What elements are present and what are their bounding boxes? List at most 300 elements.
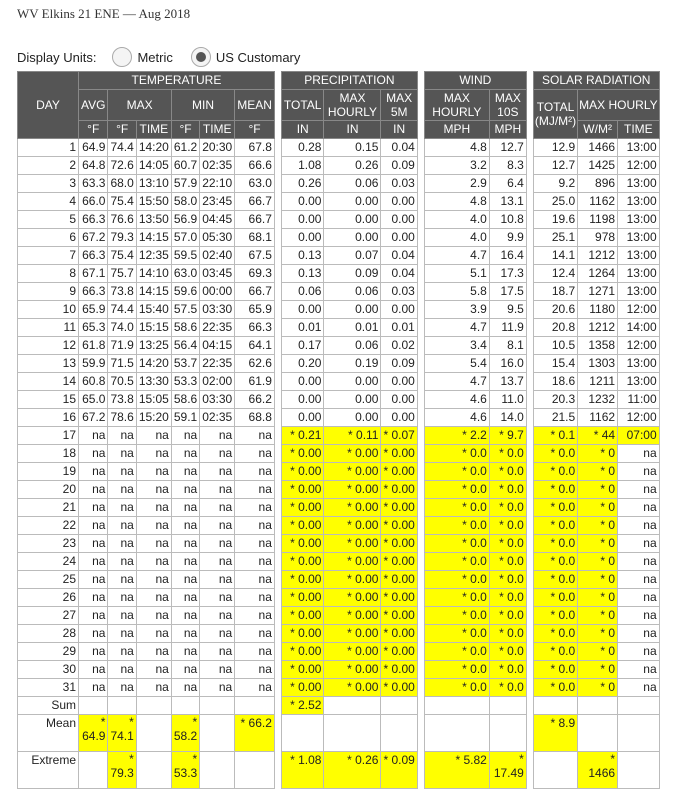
data-cell: * 0.0 [489, 661, 526, 679]
data-cell: 0.09 [381, 355, 417, 373]
day-cell: 27 [18, 607, 79, 625]
column-gap [274, 715, 281, 752]
data-cell: 11.9 [489, 319, 526, 337]
page-title: WV Elkins 21 ENE — Aug 2018 [17, 6, 191, 21]
data-cell: 13:10 [136, 175, 171, 193]
data-cell: 4.0 [424, 229, 489, 247]
table-row [18, 553, 660, 571]
data-cell: 16.4 [489, 247, 526, 265]
data-cell: 57.5 [171, 301, 199, 319]
column-gap [417, 535, 424, 553]
data-cell: 61.2 [171, 139, 199, 157]
data-cell: * 0.0 [424, 679, 489, 697]
data-cell: 18.6 [533, 373, 577, 391]
data-cell: na [136, 661, 171, 679]
data-cell: na [171, 553, 199, 571]
data-cell: 15:05 [136, 391, 171, 409]
data-cell: 896 [578, 175, 618, 193]
summary-cell [235, 697, 275, 715]
day-cell: 13 [18, 355, 79, 373]
data-cell: 978 [578, 229, 618, 247]
max-header: MAX [108, 90, 171, 121]
data-cell: 12.7 [489, 139, 526, 157]
day-cell: 24 [18, 553, 79, 571]
column-gap [417, 391, 424, 409]
summary-cell [136, 697, 171, 715]
data-cell: * 0.0 [533, 445, 577, 463]
data-cell: 13:00 [618, 229, 660, 247]
column-gap [417, 139, 424, 157]
data-cell: 0.00 [381, 391, 417, 409]
data-cell: na [618, 553, 660, 571]
data-cell: 10.5 [533, 337, 577, 355]
summary-cell: * 8.9 [533, 715, 577, 752]
data-cell: 14:15 [136, 283, 171, 301]
data-cell: 53.3 [171, 373, 199, 391]
column-gap [526, 607, 533, 625]
wind-header: WIND [424, 72, 526, 90]
data-cell: * 0.00 [381, 607, 417, 625]
table-row [18, 535, 660, 553]
data-cell: na [235, 661, 275, 679]
data-cell: na [171, 445, 199, 463]
us-customary-label[interactable]: US Customary [215, 49, 301, 65]
day-header: DAY [18, 72, 79, 139]
data-cell: 59.6 [171, 283, 199, 301]
column-gap [274, 157, 281, 175]
data-cell: 15:15 [136, 319, 171, 337]
column-gap [417, 283, 424, 301]
data-cell: 1162 [578, 409, 618, 427]
data-cell: * 0.00 [381, 445, 417, 463]
data-cell: 02:35 [200, 157, 235, 175]
precipitation-header: PRECIPITATION [281, 72, 417, 90]
column-gap [417, 553, 424, 571]
summary-cell: * 5.82 [424, 752, 489, 789]
data-cell: * 0.00 [281, 607, 324, 625]
data-cell: 25.0 [533, 193, 577, 211]
data-cell: na [618, 625, 660, 643]
data-cell: 1198 [578, 211, 618, 229]
data-cell: 57.9 [171, 175, 199, 193]
data-cell: * 0.00 [281, 535, 324, 553]
data-cell: 66.7 [235, 211, 275, 229]
data-cell: 0.00 [324, 301, 381, 319]
us-customary-radio[interactable] [191, 47, 211, 67]
data-cell: 20.8 [533, 319, 577, 337]
data-cell: 74.4 [108, 139, 136, 157]
data-cell: 66.6 [235, 157, 275, 175]
data-cell: na [79, 481, 108, 499]
data-cell: na [136, 643, 171, 661]
summary-cell [79, 697, 108, 715]
summary-cell: * 64.9 [79, 715, 108, 752]
display-units [17, 47, 302, 67]
table-row [18, 445, 660, 463]
data-cell: 64.1 [235, 337, 275, 355]
data-cell: 0.06 [324, 337, 381, 355]
summary-cell: * 1.08 [281, 752, 324, 789]
table-row [18, 427, 660, 445]
data-cell: 71.5 [108, 355, 136, 373]
data-cell: 0.00 [324, 409, 381, 427]
data-cell: * 0.0 [533, 589, 577, 607]
data-cell: 0.00 [324, 193, 381, 211]
column-gap [526, 283, 533, 301]
data-cell: 0.00 [324, 211, 381, 229]
data-cell: * 0.00 [281, 499, 324, 517]
data-cell: na [171, 607, 199, 625]
data-cell: 12:00 [618, 157, 660, 175]
column-gap [526, 337, 533, 355]
table-row [18, 391, 660, 409]
data-cell: * 0.00 [281, 553, 324, 571]
data-cell: 0.17 [281, 337, 324, 355]
table-row [18, 265, 660, 283]
data-cell: na [200, 553, 235, 571]
column-gap [417, 625, 424, 643]
data-cell: * 44 [578, 427, 618, 445]
data-cell: 59.5 [171, 247, 199, 265]
summary-cell [578, 715, 618, 752]
data-cell: 14.1 [533, 247, 577, 265]
metric-label[interactable]: Metric [137, 49, 173, 65]
data-cell: 0.06 [281, 283, 324, 301]
data-cell: * 0.00 [324, 625, 381, 643]
data-cell: 4.7 [424, 373, 489, 391]
summary-cell [489, 697, 526, 715]
summary-cell [324, 715, 381, 752]
data-cell: 12:35 [136, 247, 171, 265]
data-cell: * 0.0 [424, 607, 489, 625]
data-cell: * 0.11 [324, 427, 381, 445]
data-cell: 13:25 [136, 337, 171, 355]
solar-header: SOLAR RADIATION [533, 72, 659, 90]
data-cell: na [108, 679, 136, 697]
day-cell: 19 [18, 463, 79, 481]
column-gap [526, 499, 533, 517]
unit-time: TIME [200, 121, 235, 139]
data-cell: 1358 [578, 337, 618, 355]
data-cell: 16.0 [489, 355, 526, 373]
summary-cell [79, 752, 108, 789]
column-gap [274, 625, 281, 643]
data-cell: 66.0 [79, 193, 108, 211]
table-row [18, 175, 660, 193]
summary-cell [618, 752, 660, 789]
data-cell: 0.26 [324, 157, 381, 175]
day-cell: 31 [18, 679, 79, 697]
data-cell: * 0.0 [424, 643, 489, 661]
data-cell: 13:00 [618, 355, 660, 373]
data-cell: na [200, 445, 235, 463]
precip-max-hourly-header: MAX HOURLY [324, 90, 381, 121]
summary-cell [136, 715, 171, 752]
column-gap [274, 283, 281, 301]
data-cell: 0.02 [381, 337, 417, 355]
day-cell: 20 [18, 481, 79, 499]
unit-mph: MPH [424, 121, 489, 139]
data-cell: 72.6 [108, 157, 136, 175]
day-cell: 25 [18, 571, 79, 589]
column-gap [417, 409, 424, 427]
data-cell: 04:15 [200, 337, 235, 355]
data-cell: * 0.0 [533, 499, 577, 517]
data-cell: na [618, 517, 660, 535]
data-cell: 71.9 [108, 337, 136, 355]
data-cell: 58.6 [171, 391, 199, 409]
day-cell: 3 [18, 175, 79, 193]
column-gap [526, 193, 533, 211]
data-cell: na [171, 625, 199, 643]
data-cell: 0.00 [281, 409, 324, 427]
data-cell: 65.9 [235, 301, 275, 319]
data-cell: 65.0 [79, 391, 108, 409]
column-gap [274, 679, 281, 697]
data-cell: na [108, 643, 136, 661]
column-gap [526, 679, 533, 697]
column-gap [274, 355, 281, 373]
data-cell: 78.6 [108, 409, 136, 427]
data-cell: na [136, 517, 171, 535]
data-cell: 15:50 [136, 193, 171, 211]
data-cell: 12.7 [533, 157, 577, 175]
summary-cell [281, 715, 324, 752]
column-gap [274, 517, 281, 535]
data-cell: * 0.0 [424, 625, 489, 643]
day-cell: 6 [18, 229, 79, 247]
data-cell: na [171, 571, 199, 589]
column-gap [526, 139, 533, 157]
data-cell: * 0.0 [533, 463, 577, 481]
day-cell: 28 [18, 625, 79, 643]
data-cell: 73.8 [108, 391, 136, 409]
data-cell: * 0.00 [281, 517, 324, 535]
data-cell: 1264 [578, 265, 618, 283]
data-cell: 14:00 [618, 319, 660, 337]
column-gap [526, 247, 533, 265]
data-cell: * 0.00 [324, 463, 381, 481]
day-cell: 2 [18, 157, 79, 175]
data-cell: 1466 [578, 139, 618, 157]
data-cell: na [618, 445, 660, 463]
data-cell: na [200, 481, 235, 499]
data-cell: na [200, 679, 235, 697]
column-gap [417, 589, 424, 607]
data-cell: 14:20 [136, 355, 171, 373]
data-cell: 0.00 [281, 229, 324, 247]
data-cell: 13.1 [489, 193, 526, 211]
avg-header: AVG [79, 90, 108, 121]
data-cell: na [235, 625, 275, 643]
data-cell: 0.01 [381, 319, 417, 337]
column-gap [526, 355, 533, 373]
data-cell: na [200, 427, 235, 445]
column-gap [274, 139, 281, 157]
column-gap [274, 535, 281, 553]
data-cell: * 0.00 [381, 661, 417, 679]
data-cell: na [108, 499, 136, 517]
column-gap [417, 715, 424, 752]
metric-radio[interactable] [112, 47, 132, 67]
data-cell: * 0 [578, 625, 618, 643]
solar-total-header: TOTAL (MJ/M²) [533, 90, 577, 139]
data-cell: na [136, 499, 171, 517]
column-gap [274, 607, 281, 625]
data-cell: na [618, 589, 660, 607]
data-cell: * 0.0 [489, 535, 526, 553]
column-gap [526, 229, 533, 247]
column-gap [274, 319, 281, 337]
data-cell: 21.5 [533, 409, 577, 427]
data-cell: 79.3 [108, 229, 136, 247]
day-cell: 5 [18, 211, 79, 229]
data-cell: * 0.1 [533, 427, 577, 445]
data-cell: 02:00 [200, 373, 235, 391]
data-cell: 58.6 [171, 319, 199, 337]
data-cell: 15:40 [136, 301, 171, 319]
unit-f: °F [235, 121, 275, 139]
data-cell: na [618, 661, 660, 679]
solar-max-hourly-header: MAX HOURLY [578, 90, 659, 121]
data-cell: * 0.00 [324, 445, 381, 463]
data-cell: 19.6 [533, 211, 577, 229]
data-cell: * 0.0 [424, 463, 489, 481]
data-cell: 65.3 [79, 319, 108, 337]
summary-cell [489, 715, 526, 752]
data-cell: na [108, 445, 136, 463]
data-cell: 25.1 [533, 229, 577, 247]
data-cell: 0.13 [281, 265, 324, 283]
day-cell: 8 [18, 265, 79, 283]
data-cell: na [171, 643, 199, 661]
data-cell: na [618, 535, 660, 553]
column-gap [274, 175, 281, 193]
data-cell: * 0 [578, 571, 618, 589]
data-cell: 66.7 [235, 193, 275, 211]
data-cell: * 2.2 [424, 427, 489, 445]
column-gap [417, 229, 424, 247]
day-cell: 30 [18, 661, 79, 679]
data-cell: na [618, 607, 660, 625]
data-cell: 17.3 [489, 265, 526, 283]
data-cell: * 0.00 [281, 571, 324, 589]
table-body [18, 139, 660, 789]
data-cell: * 0.00 [381, 571, 417, 589]
data-cell: 23:45 [200, 193, 235, 211]
table-row [18, 517, 660, 535]
data-cell: * 9.7 [489, 427, 526, 445]
data-cell: 12:00 [618, 409, 660, 427]
data-cell: 03:30 [200, 391, 235, 409]
data-cell: * 0.00 [281, 589, 324, 607]
data-cell: * 0.0 [424, 517, 489, 535]
day-cell: 7 [18, 247, 79, 265]
data-cell: 12:00 [618, 301, 660, 319]
data-cell: na [79, 679, 108, 697]
total-header: TOTAL [281, 90, 324, 121]
column-gap [417, 463, 424, 481]
display-units-label: Display Units: [17, 49, 97, 65]
max-10s-header: MAX 10S [489, 90, 526, 121]
data-cell: na [108, 589, 136, 607]
table-row [18, 589, 660, 607]
data-cell: na [618, 499, 660, 517]
data-cell: 67.1 [79, 265, 108, 283]
data-cell: na [235, 445, 275, 463]
data-cell: na [79, 535, 108, 553]
data-cell: 0.00 [381, 301, 417, 319]
data-cell: 0.00 [381, 211, 417, 229]
day-cell: 1 [18, 139, 79, 157]
data-cell: * 0.0 [424, 589, 489, 607]
data-cell: 1162 [578, 193, 618, 211]
column-gap [417, 571, 424, 589]
data-cell: na [108, 427, 136, 445]
column-gap [526, 589, 533, 607]
data-cell: * 0.00 [281, 679, 324, 697]
data-cell: * 0.0 [489, 643, 526, 661]
data-cell: * 0 [578, 463, 618, 481]
data-cell: * 0.0 [489, 499, 526, 517]
day-cell: 29 [18, 643, 79, 661]
summary-cell [618, 697, 660, 715]
data-cell: na [235, 553, 275, 571]
column-gap [417, 157, 424, 175]
column-gap [526, 481, 533, 499]
unit-mph: MPH [489, 121, 526, 139]
data-cell: 67.5 [235, 247, 275, 265]
data-cell: * 0.0 [533, 661, 577, 679]
data-cell: 0.07 [324, 247, 381, 265]
data-cell: 13:00 [618, 193, 660, 211]
day-cell: 10 [18, 301, 79, 319]
column-gap [526, 571, 533, 589]
data-cell: 62.6 [235, 355, 275, 373]
data-cell: na [136, 535, 171, 553]
data-cell: * 0.0 [489, 463, 526, 481]
day-cell: 14 [18, 373, 79, 391]
table-row [18, 355, 660, 373]
column-gap [274, 247, 281, 265]
data-cell: na [618, 571, 660, 589]
data-cell: na [235, 463, 275, 481]
summary-cell: * 79.3 [108, 752, 136, 789]
summary-cell [171, 697, 199, 715]
data-cell: 69.3 [235, 265, 275, 283]
data-cell: 15.4 [533, 355, 577, 373]
column-gap [274, 499, 281, 517]
data-cell: na [235, 517, 275, 535]
data-cell: 66.3 [79, 211, 108, 229]
summary-cell [424, 697, 489, 715]
data-cell: 0.00 [381, 193, 417, 211]
data-cell: na [235, 643, 275, 661]
data-cell: 17.5 [489, 283, 526, 301]
column-gap [526, 157, 533, 175]
day-cell: 12 [18, 337, 79, 355]
column-gap [274, 391, 281, 409]
data-cell: na [618, 481, 660, 499]
data-cell: 73.8 [108, 283, 136, 301]
data-cell: 4.7 [424, 319, 489, 337]
data-cell: 4.8 [424, 193, 489, 211]
column-gap [417, 247, 424, 265]
column-gap [417, 517, 424, 535]
data-cell: na [235, 679, 275, 697]
day-cell: 4 [18, 193, 79, 211]
data-cell: * 0 [578, 517, 618, 535]
